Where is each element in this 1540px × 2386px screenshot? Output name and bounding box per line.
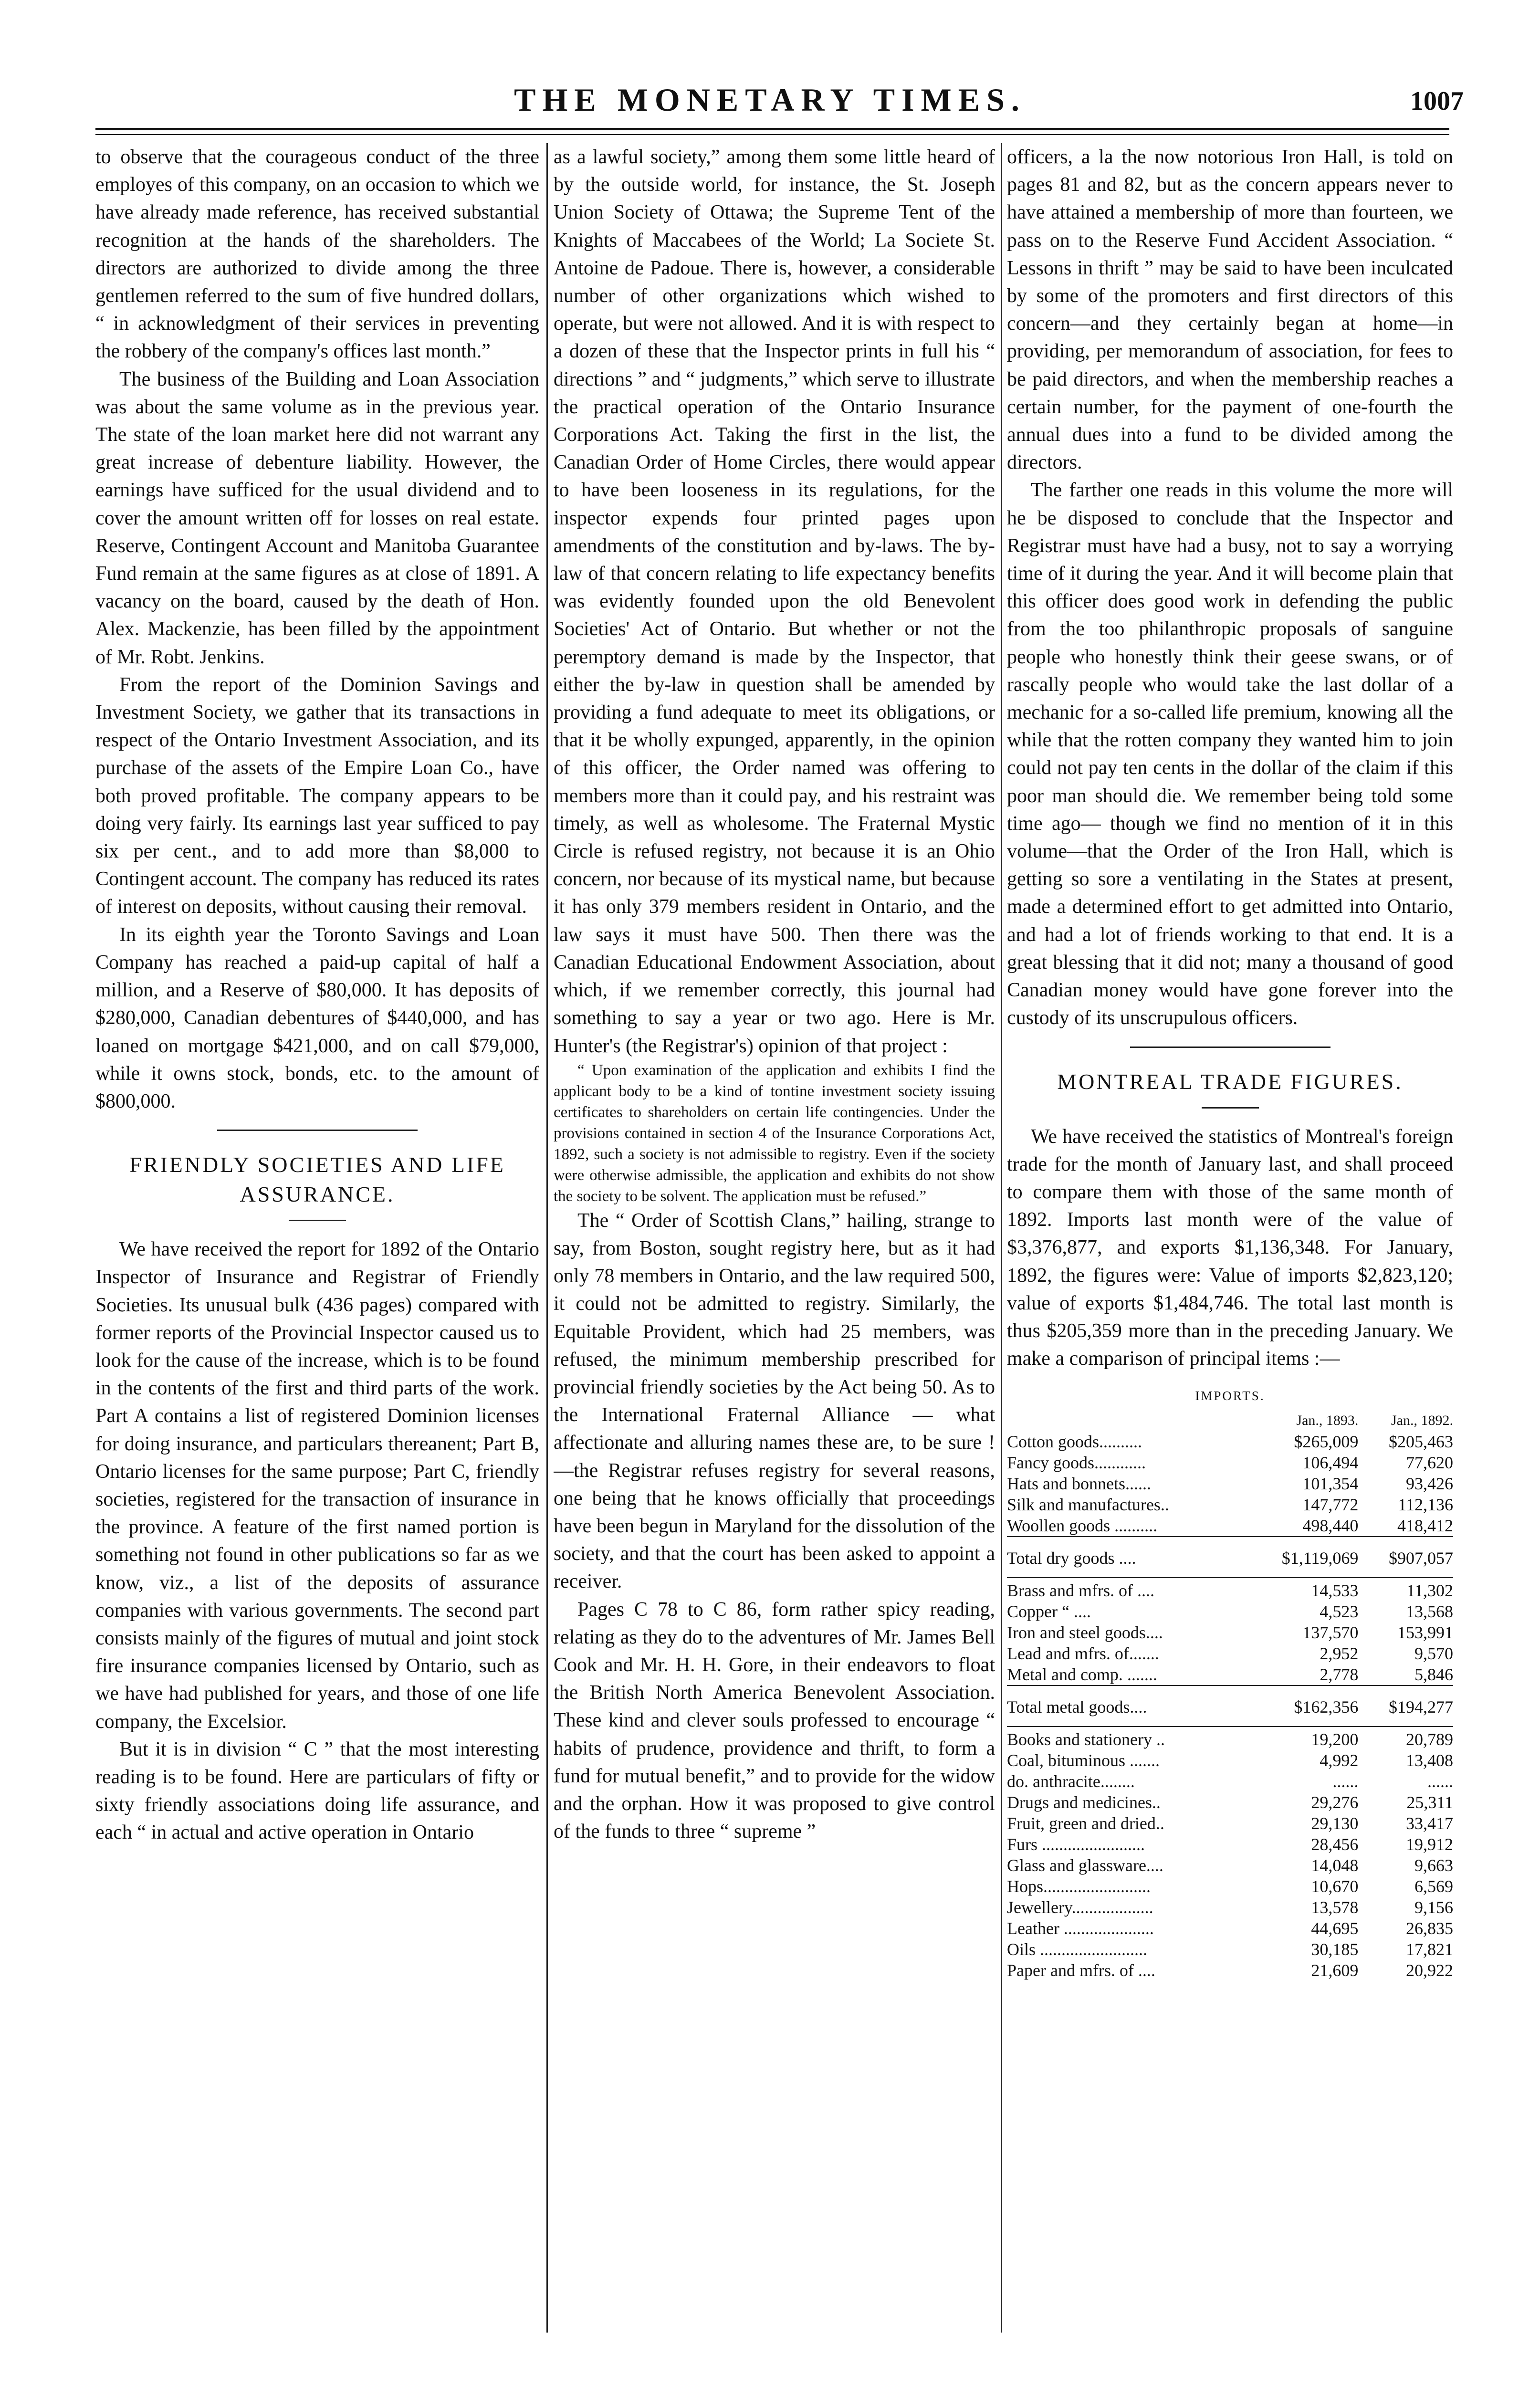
paragraph: The business of the Building and Loan Association was about the same volume as in the previous year. The state of the loan market here did not warrant any great increase of debenture liability. However, the earnings have sufficed for the usual dividend and to cover the amount written off for losses on real estate. Reserve, Contingent Account and Manitoba Guarantee Fund remain at the same figures as at close of 1891. A vacancy on the board, caused by the death of Hon. Alex. Mackenzie, has been filled by the appointment of Mr. Robt. Jenkins. — [95, 368, 539, 668]
paragraph: officers, a la the now notorious Iron Hall, is told on pages 81 and 82, but as the concern appears never to have attained a membership of more than fourteen, we pass on to the Reserve Fund Accident Association. “ Lessons in thrift ” may be said to have been inculcated by some of the promoters and first directors of this concern—and they certainly began at home—in providing, per memorandum of association, for fees to be paid directors, and when the membership reaches a certain number, for the payment of one-fourth the annual dues into a fund to be divided among the directors. — [1007, 146, 1453, 474]
table-total-row — [1007, 1539, 1453, 1578]
paragraph: We have received the statistics of Montreal's foreign trade for the month of January last, and shall proceed to compare them with those of the same month of 1892. Imports last month were of the value of $3,376,877, and exports $1,136,348. For January, 1892, the figures were: Value of imports $2,823,120; value of exports $1,484,746. The total last month is thus $205,359 more than in the preceding January. We make a comparison of principal items :— — [1007, 1125, 1453, 1370]
value-1892: 153,991 — [1397, 1622, 1453, 1642]
value-1893: 30,185 — [1311, 1939, 1359, 1959]
value-1893: ...... — [1332, 1771, 1359, 1791]
value-1892: 93,426 — [1406, 1474, 1453, 1493]
paragraph: But it is in division “ C ” that the most interesting reading is to be found. Here are particulars of fifty or sixty friendly associations doing life assurance, and each “ in actual and active operation in Ontario — [95, 1738, 539, 1844]
table-total-row — [1007, 1688, 1453, 1727]
table-row — [1007, 1750, 1453, 1771]
value-1892: 77,620 — [1406, 1453, 1453, 1472]
paragraph: In its eighth year the Toronto Savings and Loan Company has reached a paid-up capital of half a million, and a Reserve of $80,000. It has deposits of $280,000, Canadian debentures of $440,000, and has loaned on mortgage $421,000, and on call $79,000, while it owns stock, bonds, etc. to the amount of $800,000. — [95, 923, 539, 1112]
item-label: Fruit, green and dried.. — [1007, 1813, 1164, 1833]
item-label: Jewellery................... — [1007, 1897, 1153, 1917]
table-row — [1007, 1918, 1453, 1939]
value-1892: 418,412 — [1397, 1516, 1453, 1535]
value-1892: 13,568 — [1406, 1601, 1453, 1621]
item-label: Paper and mfrs. of .... — [1007, 1960, 1155, 1980]
paragraph: From the report of the Dominion Savings and Investment Society, we gather that its transactions in respect of the Ontario Investment Association, and its purchase of the assets of the Empire Loan Co., have both proved profitable. The company appears to be doing very fairly. Its earnings last year sufficed to pay six per cent., and to add more than $8,000 to Contingent account. The company has reduced its rates of interest on deposits, without causing their removal. — [95, 673, 539, 918]
table-row — [1007, 1834, 1453, 1855]
paragraph: The “ Order of Scottish Clans,” hailing, strange to say, from Boston, sought registry here, but as it had only 78 members in Ontario, and the law required 500, it could not be admitted to registry. Similarly, the Equitable Provident, which had 25 members, was refused, the minimum membership prescribed for provincial friendly societies by the Act being 50. As to the International Fraternal Alliance — what affectionate and alluring names these are, to be sure !—the Registrar refuses registry for several reasons, one being that he knows officially that proceedings have been begun in Maryland for the dissolution of the society, and that the court has been asked to appoint a receiver. — [554, 1209, 995, 1593]
table-row — [1007, 1813, 1453, 1834]
value-1893: 44,695 — [1311, 1918, 1359, 1938]
paragraph: The farther one reads in this volume the more will he be disposed to conclude that the Inspector and Registrar must have had a busy, not to say a worrying time of it during the year. And it will become plain that this officer does good work in defending the public from the too philanthropic proposals of sanguine people who honestly think their geese swans, or of rascally people who would take the last dollar of a mechanic for a so-called life premium, knowing all the while that the rotten company they wanted him to join could not pay ten cents in the dollar of the claim if this poor man should die. We remember being told some time ago— though we find no mention of it in this volume—that the Order of the Iron Hall, which is getting so sore a ventilating in the States at present, made a determined effort to get admitted into Ontario, and had a lot of friends working to that end. It is a great blessing that it did not; many a thousand of good Canadian money would have gone forever into the custody of its unscrupulous officers. — [1007, 479, 1453, 1029]
column-3 — [1007, 143, 1453, 2328]
value-1893: $1,119,069 — [1281, 1548, 1359, 1568]
item-label: Glass and glassware.... — [1007, 1855, 1163, 1875]
value-1892: 19,912 — [1406, 1834, 1453, 1854]
paragraph: Pages C 78 to C 86, form rather spicy reading, relating as they do to the adventures of Mr. James Bell Cook and Mr. H. H. Gore, in their endeavors to float the British North America Benevolent Association. These kind and clever souls professed to encourage “ habits of prudence, providence and thrift, to form a fund for mutual benefit,” and to provide for the widow and the orphan. How it was proposed to give control of the funds to three “ supreme ” — [554, 1598, 995, 1843]
value-1893: 28,456 — [1311, 1834, 1359, 1854]
table-row — [1007, 1792, 1453, 1813]
value-1893: 29,276 — [1311, 1792, 1359, 1812]
item-label: Leather ..................... — [1007, 1918, 1154, 1938]
item-label: Hops......................... — [1007, 1876, 1151, 1896]
value-1893: 2,778 — [1320, 1664, 1359, 1684]
table-header-blank — [1007, 1410, 1246, 1431]
table-row — [1007, 1622, 1453, 1643]
column-header: Jan., 1892. — [1391, 1412, 1453, 1428]
value-1892: 25,311 — [1406, 1792, 1453, 1812]
value-1892: 6,569 — [1414, 1876, 1453, 1896]
value-1893: 10,670 — [1311, 1876, 1359, 1896]
value-1893: 498,440 — [1302, 1516, 1359, 1535]
item-label: Brass and mfrs. of .... — [1007, 1580, 1154, 1600]
table-row — [1007, 1664, 1453, 1685]
value-1892: 9,570 — [1414, 1643, 1453, 1663]
table-row — [1007, 1729, 1453, 1750]
section-divider — [217, 1130, 418, 1131]
value-1892: 26,835 — [1406, 1918, 1453, 1938]
table-row — [1007, 1876, 1453, 1897]
masthead-title: THE MONETARY TIMES. — [514, 82, 1026, 118]
table-header-row — [1007, 1410, 1453, 1431]
value-1893: 14,533 — [1311, 1580, 1359, 1600]
item-label: Hats and bonnets...... — [1007, 1474, 1151, 1493]
value-1892: 33,417 — [1406, 1813, 1453, 1833]
column-1 — [95, 143, 539, 2328]
imports-table — [1007, 1410, 1453, 1981]
value-1892: 9,156 — [1414, 1897, 1453, 1917]
masthead-rule — [95, 128, 1449, 135]
value-1892: 9,663 — [1414, 1855, 1453, 1875]
table-row — [1007, 1452, 1453, 1473]
value-1893: 14,048 — [1311, 1855, 1359, 1875]
item-label: Silk and manufactures.. — [1007, 1495, 1169, 1514]
imports-table-body — [1007, 1431, 1453, 1981]
item-label: Lead and mfrs. of....... — [1007, 1643, 1159, 1663]
table-row — [1007, 1431, 1453, 1452]
table-row — [1007, 1771, 1453, 1792]
item-label: Metal and comp. ....... — [1007, 1664, 1157, 1684]
value-1892: 20,922 — [1406, 1960, 1453, 1980]
table-row — [1007, 1855, 1453, 1876]
table-row — [1007, 1494, 1453, 1515]
value-1893: $162,356 — [1294, 1697, 1359, 1716]
value-1893: 4,992 — [1320, 1750, 1359, 1770]
value-1893: 101,354 — [1302, 1474, 1359, 1493]
column-header: Jan., 1893. — [1296, 1412, 1359, 1428]
value-1892: 17,821 — [1406, 1939, 1453, 1959]
paragraph: as a lawful society,” among them some little heard of by the outside world, for instance, the St. Joseph Union Society of Ottawa; the Supreme Tent of the Knights of Maccabees of the World; La Societe St. Antoine de Padoue. There is, however, a considerable number of other organizations which wished to operate, but were not allowed. And it is with respect to a dozen of these that the Inspector prints in full his “ directions ” and “ judgments,” which serve to illustrate the practical operation of the Ontario Insurance Corporations Act. Taking the first in the list, the Canadian Order of Home Circles, there would appear to have been looseness in its regulations, for the inspector expends four printed pages upon amendments of the constitution and by-laws. The by-law of that concern relating to life expectancy benefits was evidently founded upon the old Benevolent Societies' Act of Ontario. But whether or not the peremptory demand is made by the Inspector, that either the by-law in question shall be amended by providing a fund adequate to meet its obligations, or that it be wholly expunged, apparently, in the opinion of this officer, the Order named was offering to members more than it could pay, and his restraint was timely, as well as wholesome. The Fraternal Mystic Circle is refused registry, not because it is an Ohio concern, nor because of its mystical name, but because it has only 379 members resident in Ontario, and the law says it must have 500. Then there was the Canadian Educational Endowment Association, about which, if we remember correctly, this journal had something to say a year or two ago. Here is Mr. Hunter's (the Registrar's) opinion of that project : — [554, 146, 995, 1057]
registrar-quote: “ Upon examination of the application and exhibits I find the applicant body to be a kind of tontine investment society issuing certificates to shareholders on certain life contingencies. Under the provisions contained in section 4 of the Insurance Corporations Act, 1892, such a society is not admissible to registry. Even if the society were otherwise admissible, the application and exhibits do not show the society to be solvent. The application must be refused.” — [554, 1061, 995, 1205]
item-label: Furs ........................ — [1007, 1834, 1145, 1854]
item-label: Iron and steel goods.... — [1007, 1622, 1163, 1642]
value-1893: 4,523 — [1320, 1601, 1359, 1621]
value-1892: 20,789 — [1406, 1729, 1453, 1749]
section-divider — [1130, 1046, 1330, 1048]
item-label: Oils ......................... — [1007, 1939, 1148, 1959]
value-1893: 13,578 — [1311, 1897, 1359, 1917]
column-divider — [546, 143, 548, 2333]
table-row — [1007, 1515, 1453, 1537]
item-label: Total metal goods.... — [1007, 1697, 1147, 1716]
item-label: do. anthracite........ — [1007, 1771, 1135, 1791]
value-1892: 5,846 — [1414, 1664, 1453, 1684]
page-number: 1007 — [1410, 86, 1464, 116]
value-1893: 137,570 — [1302, 1622, 1359, 1642]
value-1893: 29,130 — [1311, 1813, 1359, 1833]
item-label: Woollen goods .......... — [1007, 1516, 1158, 1535]
value-1892: 112,136 — [1398, 1495, 1453, 1514]
item-label: Books and stationery .. — [1007, 1729, 1165, 1749]
value-1892: $205,463 — [1389, 1432, 1453, 1451]
paragraph: to observe that the courageous conduct of the three employes of this company, on an occasion to which we have already made reference, has received substantial recognition at the hands of the shareholders. The directors are authorized to divide among the three gentlemen referred to the sum of five hundred dollars, “ in acknowledgment of their services in preventing the robbery of the company's offices last month.” — [95, 146, 539, 363]
table-row — [1007, 1897, 1453, 1918]
item-label: Fancy goods............ — [1007, 1453, 1146, 1472]
value-1892: $907,057 — [1389, 1548, 1453, 1568]
value-1893: 2,952 — [1320, 1643, 1359, 1663]
table-row — [1007, 1473, 1453, 1494]
item-label: Copper “ .... — [1007, 1601, 1091, 1621]
table-title: IMPORTS. — [1195, 1389, 1265, 1403]
table-row — [1007, 1643, 1453, 1664]
value-1893: $265,009 — [1294, 1432, 1359, 1451]
value-1893: 19,200 — [1311, 1729, 1359, 1749]
table-row — [1007, 1960, 1453, 1981]
heading-rule — [1202, 1107, 1259, 1109]
value-1892: ...... — [1427, 1771, 1453, 1791]
table-row — [1007, 1580, 1453, 1601]
item-label: Cotton goods.......... — [1007, 1432, 1142, 1451]
section-heading: MONTREAL TRADE FIGURES. — [1057, 1069, 1403, 1094]
value-1892: $194,277 — [1389, 1697, 1453, 1716]
section-heading: FRIENDLY SOCIETIES AND LIFE ASSURANCE. — [129, 1152, 505, 1207]
heading-rule — [289, 1220, 346, 1221]
column-2 — [554, 143, 995, 2328]
item-label: Total dry goods .... — [1007, 1548, 1136, 1568]
item-label: Coal, bituminous ....... — [1007, 1750, 1160, 1770]
item-label: Drugs and medicines.. — [1007, 1792, 1161, 1812]
value-1893: 21,609 — [1311, 1960, 1359, 1980]
paragraph: We have received the report for 1892 of the Ontario Inspector of Insurance and Registrar of Friendly Societies. Its unusual bulk (436 pages) compared with former reports of the Provincial Inspector caused us to look for the cause of the increase, which is to be found in the contents of the first and third parts of the work. Part A contains a list of registered Dominion licenses for doing insurance, and particulars thereanent; Part B, Ontario licenses for the same purpose; Part C, friendly societies, registered for the transaction of insurance in the province. A feature of the first named portion is something not found in other publications so far as we know, viz., a list of the deposits of assurance companies with various governments. The second part consists mainly of the figures of mutual and joint stock fire insurance companies licensed by Ontario, such as we have had published for years, and those of one life company, the Excelsior. — [95, 1238, 539, 1733]
value-1893: 147,772 — [1302, 1495, 1359, 1514]
column-divider — [1001, 143, 1002, 2333]
table-row — [1007, 1601, 1453, 1622]
value-1893: 106,494 — [1302, 1453, 1359, 1472]
table-row — [1007, 1939, 1453, 1960]
value-1892: 11,302 — [1406, 1580, 1453, 1600]
value-1892: 13,408 — [1406, 1750, 1453, 1770]
